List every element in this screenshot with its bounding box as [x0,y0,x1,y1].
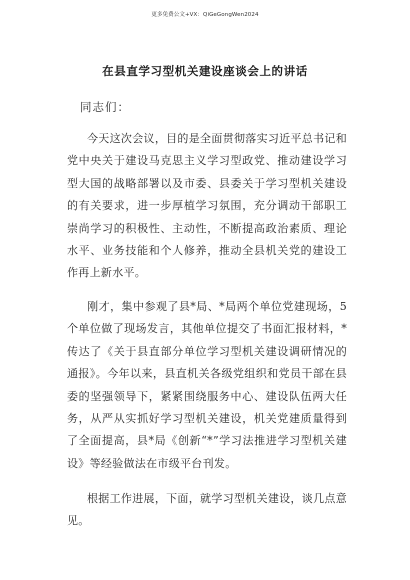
paragraph-3-text: 根据工作进展，下面，就学习型机关建设，谈几点意见。 [67,492,347,528]
salutation: 同志们： [80,100,130,114]
header-note: 更多免费公文+VX：QiGeGongWen2024 [151,12,259,18]
paragraph-1 [67,128,347,285]
paragraph-2 [67,296,347,475]
paragraph-1-text: 今天这次会议，目的是全面贯彻落实习近平总书记和党中央关于建设马克思主义学习型政党、推动建设学习型大国的战略部署以及市委、县委关于学习型机关建设的有关要求，进一步厚植学习氛围，充分调动干部职工崇尚学习的积极性、主动性，不断提高政治素质、理论水平、业务技能和个人修养，推动全县机关党的建设工作再上新水平。 [67,132,347,280]
document-title: 在县直学习型机关建设座谈会上的讲话 [102,64,308,78]
paragraph-2-text: 刚才，集中参观了县*局、*局两个单位党建现场，5个单位做了现场发言，其他单位提交了书面汇报材料，*传达了《关于县直部分单位学习型机关建设调研情况的通报》。今年以来，县直机关各级党组织和党员干部在县委的坚强领导下，紧紧围绕服务中心、建设队伍两大任务，从严从实抓好学习型机关建设，机关党建质量得到了全面提高，县*局《创新“*”学习法推进学习型机关建设》等经验做法在市级平台刊发。 [67,300,347,470]
paragraph-3 [67,488,347,533]
